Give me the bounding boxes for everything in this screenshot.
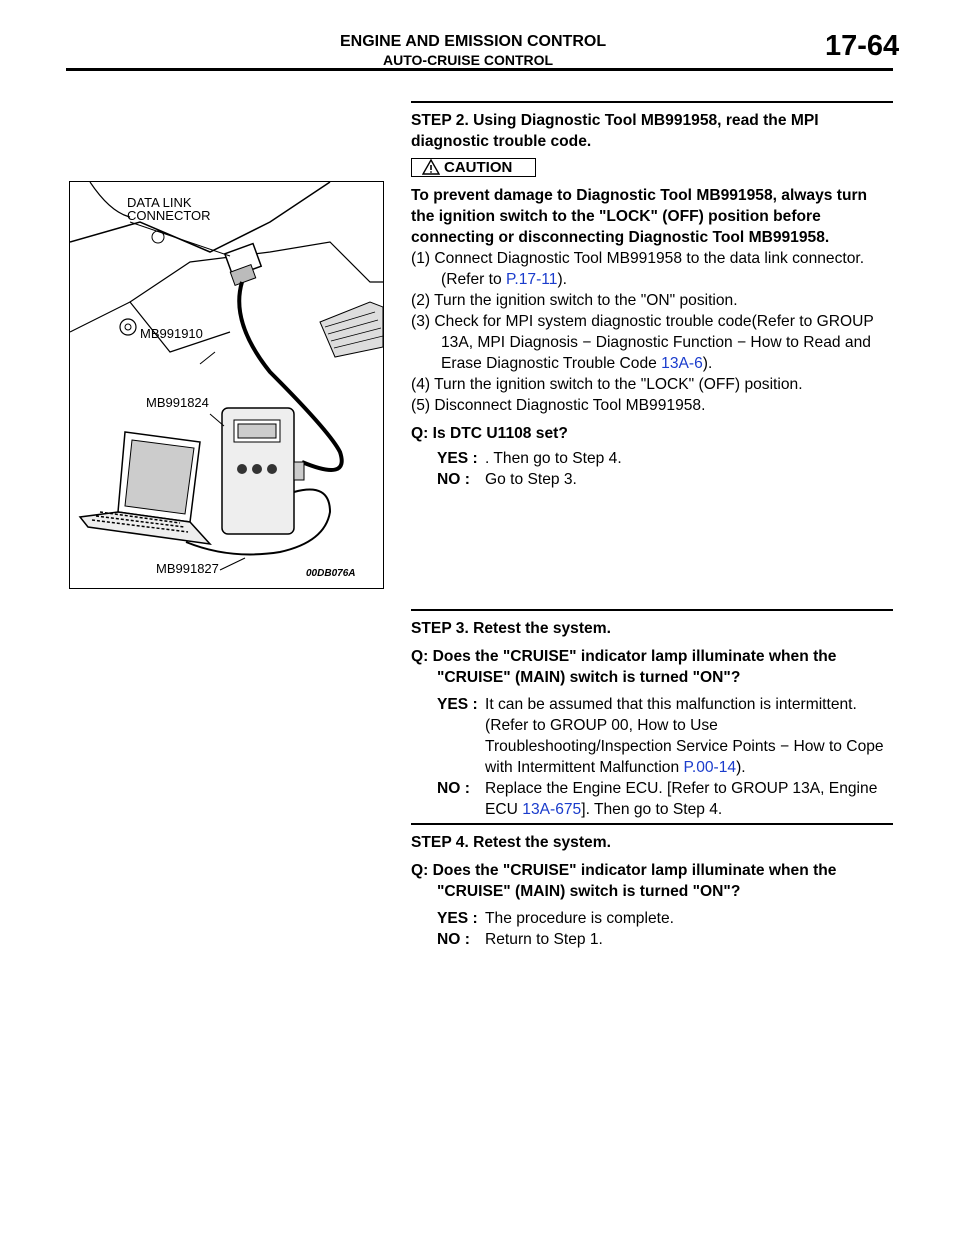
data-link-label: DATA LINK bbox=[127, 195, 192, 210]
figure-code: 00DB076A bbox=[306, 568, 356, 579]
link-p17-11[interactable]: P.17-11 bbox=[506, 271, 558, 288]
mb991824-label: MB991824 bbox=[146, 395, 209, 410]
figure-drawing bbox=[70, 182, 383, 588]
caution-text: To prevent damage to Diagnostic Tool MB991958, always turn the ignition switch to the "LOCK" (OFF) position before connecting or disconnecting Diagnostic Tool MB991958. bbox=[411, 187, 868, 246]
step-4-question: Q: Does the "CRUISE" indicator lamp illuminate when the "CRUISE" (MAIN) switch is turned "ON"? bbox=[411, 862, 837, 900]
step-3-question: Q: Does the "CRUISE" indicator lamp illuminate when the "CRUISE" (MAIN) switch is turned "ON"? bbox=[411, 648, 837, 686]
step-2-item-2: (2) Turn the ignition switch to the "ON" position. bbox=[411, 292, 738, 309]
caution-label: CAUTION bbox=[444, 159, 513, 176]
step-2-heading: STEP 2. Using Diagnostic Tool MB991958, read the MPI diagnostic trouble code. bbox=[411, 101, 893, 152]
diagnostic-tool-figure bbox=[69, 181, 384, 589]
header-rule bbox=[66, 68, 893, 71]
step-2-yes: YES : . Then go to Step 4. bbox=[437, 450, 622, 467]
link-p00-14[interactable]: P.00-14 bbox=[683, 759, 737, 776]
section-subtitle: AUTO-CRUISE CONTROL bbox=[383, 52, 554, 68]
step-2-item-3: (3) Check for MPI system diagnostic trouble code(Refer to GROUP 13A, MPI Diagnosis − Diagnostic Function − How to Read and Erase Diagnostic Trouble Code 13A-6). bbox=[411, 313, 874, 372]
step-3-yes: YES : It can be assumed that this malfunction is intermittent. (Refer to GROUP 00, How to Use Troubleshooting/Inspection Service Points − How to Cope with Intermittent Malfunction P.00-14). bbox=[437, 696, 884, 776]
mb991827-label: MB991827 bbox=[156, 561, 219, 576]
link-13a-675[interactable]: 13A-675 bbox=[522, 801, 582, 818]
caution-box bbox=[411, 158, 536, 177]
step-4-section bbox=[411, 823, 893, 950]
connector-label: CONNECTOR bbox=[127, 208, 211, 223]
step-2-item-5: (5) Disconnect Diagnostic Tool MB991958. bbox=[411, 397, 706, 414]
step-3-section bbox=[411, 609, 893, 820]
step-2-no: NO : Go to Step 3. bbox=[437, 471, 577, 488]
warning-triangle-icon bbox=[422, 159, 440, 179]
step-4-yes: YES : The procedure is complete. bbox=[437, 910, 674, 927]
step-2-item-4: (4) Turn the ignition switch to the "LOCK" (OFF) position. bbox=[411, 376, 803, 393]
step-3-no: NO : Replace the Engine ECU. [Refer to GROUP 13A, Engine ECU 13A-675]. Then go to Step 4. bbox=[437, 780, 878, 818]
step-3-heading: STEP 3. Retest the system. bbox=[411, 609, 893, 639]
page-number: 17-64 bbox=[825, 30, 900, 62]
step-2-item-1: (1) Connect Diagnostic Tool MB991958 to the data link connector. (Refer to P.17-11). bbox=[411, 250, 865, 288]
step-2-question: Q: Is DTC U1108 set? bbox=[411, 425, 568, 442]
step-4-no: NO : Return to Step 1. bbox=[437, 931, 603, 948]
step-4-heading: STEP 4. Retest the system. bbox=[411, 823, 893, 853]
mb991910-label: MB991910 bbox=[140, 326, 203, 341]
step-2-section bbox=[411, 101, 893, 490]
section-title: ENGINE AND EMISSION CONTROL bbox=[340, 33, 607, 50]
link-13a-6[interactable]: 13A-6 bbox=[661, 355, 703, 372]
